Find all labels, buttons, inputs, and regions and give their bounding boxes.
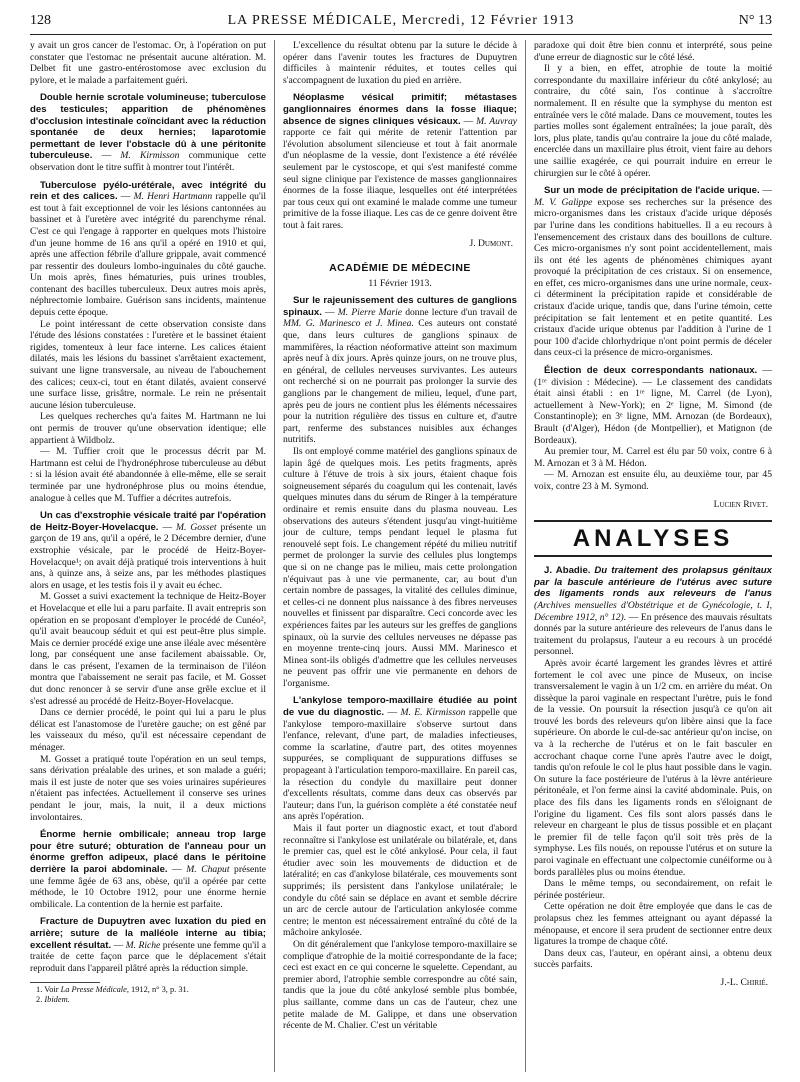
article-body: expose ses recherches sur la présence des micro-organismes dans les cristaux d'acide urique déposés par l'urine dans les conditions habituelles. Il a eu recours à l'ensemencement des cristaux dans des bouillons de culture. Ces micro-organismes n'y sont point accidentellement, mais ils ont été les agents de phénomènes chimiques ayant provoqué la précipitation de ces cristaux. Si on ensemence, en effet, ces micro-organismes dans une urine normale, ceux-ci déterminent la précipitation rapide et considérable de cristaux d'acide urique, tandis que, dans l'urine témoin, cette précipitation se fait lentement et en petite quantité. Les cristaux d'acide urique obtenus par l'addition à l'urine de 1 pour 100 d'acide chlorhydrique n'ont point permis de déceler dans ceux-ci la présence de micro-organismes. [534, 196, 772, 359]
paragraph: On dit généralement que l'ankylose temporo-maxillaire se complique d'atrophie de la moitié correspondante de la face; ceci est exact en ce qui concerne le squelette. Cependant, au premier abord, l'atrophie semble correspondre au côté sain, tandis que la joue du côté ankylosé semble plus bombée, plus saillante, comme dans un cas de l'auteur, chez une petite malade de M. Galippe, et dans une observation récente de M. Chalier. C'est un véritable [283, 938, 517, 1032]
paragraph: — M. Arnozan est ensuite élu, au deuxième tour, par 45 voix, contre 23 à M. Symond. [534, 469, 772, 492]
footnote-label: 1. Voir [36, 985, 59, 995]
paragraph: Cette opération ne doit être employée que dans le cas de prolapsus chez les femmes atteignant ou ayant dépassé la ménopause, et encore il sera prudent de sectionner entre deux ligatures la trompe de chaque côté. [534, 901, 772, 948]
article-body: Ces auteurs ont constaté que, dans leurs cultures de ganglions spinaux de mammifères, la réaction néoformative atteint son maximum après neuf à dix jours. Après quinze jours, on ne trouve plus, en général, de cellules nerveuses survivantes. Les auteurs ont recherché si on ne pourrait pas prolonger la survie des ganglions par le changement de milieu, lequel, d'une part, après peu de jours ne contient plus les éléments nécessaires pour la nutrition régulière des tissus en culture et, d'autre part, renferme des substances nuisibles aux échanges nutritifs. [283, 318, 517, 446]
abstract [534, 565, 772, 658]
article: Néoplasme vésical primitif; métastases ganglionnaires énormes dans la fosse iliaque; absence de signes cliniques vésicaux. — M. Auvray rapporte ce fait qui mérite de retenir l'attention par l'évolution absolument silencieuse et tout à fait anormale d'un néoplasme de la vessie, dont l'existence a été révélée seulement par le cystoscope, et qui s'est manifesté comme seul signe clinique par l'existence de masses ganglionnaires énormes de la fosse iliaque, lesquelles ont été interprétées par tous ceux qui ont examiné le malade comme une tumeur primitive de la fosse iliaque. Les cas de ce genre doivent être tout à fait rares. [283, 92, 517, 231]
paragraph: Dans le même temps, ou secondairement, on refait le périnée postérieur. [534, 878, 772, 901]
article-body: rapporte ce fait qui mérite de retenir l'attention par l'évolution absolument silencieuse et tout à fait anormale d'un néoplasme de la vessie, dont l'existence a été révélée seulement par le cystoscope, et qui s'est manifesté comme seul signe clinique par l'existence de masses ganglionnaires énormes de la fosse iliaque, lesquelles ont été interprétées par tous ceux qui ont examiné le malade comme une tumeur primitive de la fosse iliaque. Les cas de ce genre doivent être tout à fait rares. [283, 127, 517, 231]
article-title: Tuberculose pyélo-urétérale, avec intégrité du rein et des calices. [30, 179, 266, 203]
column-left [30, 40, 266, 1074]
article: Sur le rajeunissement des cultures de ganglions spinaux. — M. Pierre Marie donne lecture d'un travail de MM. G. Marinesco et J. Minea. Ces auteurs ont constaté que, dans leurs cultures de ganglions spinaux de mammifères, la réaction néoformative atteint son maximum après neuf à dix jours. Après quinze jours, on ne trouve plus, en général, de cellules nerveuses survivantes. Les auteurs ont recherché si on ne pourrait pas prolonger la survie des ganglions par le changement de milieu, lequel, d'une part, après peu de jours ne contient plus les éléments nécessaires pour la nutrition régulière des tissus en culture et, d'autre part, renferme des substances nuisibles aux échanges nutritifs. [283, 295, 517, 446]
article-body: présente une femme qu'il a traitée de cette façon parce que le déplacement s'était reproduit dans l'appareil plâtré après la réduction simple. [30, 939, 266, 974]
article-body: rappelle qu'il est tout à fait exceptionnel de voir les lésions cantonnées au bassinet et à l'uretère avec intégrité du parenchyme rénal. C'est ce qui l'engage à rapporter en quelques mots l'histoire d'un jeune homme de 16 ans qu'il a opéré en 1910 et qui, après une affection fébrile d'allure grippale, avait commencé par ressentir des douleurs lombo-inguinales du côté gauche. Un mois après, fines hématuries, puis urines troubles, contenant des bacilles tuberculeux. Deux autres mois après, néphrectomie lombaire. Guérison sans incidents, maintenue depuis cette époque. [30, 191, 266, 319]
paragraph: Après avoir écarté largement les grandes lèvres et attiré fortement le col avec une pince de Museux, on incise transversalement le vagin à un 1/2 cm. en arrière du méat. On dissèque la paroi vaginale en respectant l'urètre, puis le fond de la vessie. On poursuit la résection jusqu'à ce qu'on ait trouvé les bords des releveurs qu'on libère ainsi que la face supérieure. On aborde le cul-de-sac antérieur qu'on incise, on va à la recherche de l'utérus et on le fait basculer en accrochant chaque corne l'une après l'autre avec le doigt, tandis qu'on refoule le col le plus haut possible dans le vagin. On suture la face postérieure de l'utérus à la lèvre antérieure péritonéale, et l'on ferme ainsi la cavité abdominale. Puis, on place des fils dans les ligaments ronds en s'éloignant de l'origine du ligament. Ces fils sont alors passés dans le releveur en chargeant le plus de tissus possible et en plaçant le premier fil de telle façon qu'il soit très près de la symphyse. Les fils noués, on repousse l'utérus et on suture la paroi vaginale en effectuant une colpectomie cunéiforme ou à bords parallèles plus ou moins étendue. [534, 657, 772, 878]
article-body: (1ʳᵉ division : Médecine). — Le classement des candidats était ainsi établi : en 1ʳᵉ ligne, M. Carrel (de Lyon), actuellement à New-York); en 2ᵉ ligne, M. Simond (de Constantinople); en 3ᵉ ligne, MM. Arnozan (de Bordeaux), Brault (d'Alger), Hédon (de Montpellier), et Matignon (de Bordeaux). [534, 376, 772, 446]
article: Double hernie scrotale volumineuse; tuberculose des testicules; apparition de phénomènes d'occlusion intestinale coïncidant avec la réduction spontanée de deux hernies; laparotomie permettant de lever l'obstacle dû à une péritonite tuberculeuse. — M. Kirmisson communique cette observation dont le titre suffit à montrer tout l'intérêt. [30, 92, 266, 173]
article-title: Énorme hernie ombilicale; anneau trop large pour être suturé; obturation de l'anneau pour un énorme greffon adipeux, placé dans le péritoine derrière la paroi abdominale. [30, 829, 266, 875]
column-right [534, 40, 772, 1074]
article-title: Fracture de Dupuytren avec luxation du pied en arrière; suture de la malléole interne au tibia; excellent résultat. [30, 916, 266, 951]
paragraph: paradoxe qui doit être bien connu et interprété, sous peine d'une erreur de diagnostic sur le côté lésé. [534, 40, 772, 63]
paragraph: Il y a bien, en effet, atrophie de toute la moitié correspondante du maxillaire inférieur du côté ankylosé; au contraire, du côté sain, l'os continue à s'accroître normalement. Il en résulte que la symphyse du menton est entraînée vers le côté malade. Dans ce mouvement, toutes les parties molles sont également entraînées; la joue paraît, dès lors, plus plate, tandis qu'au contraire la joue du côté malade, encerclée dans un maxillaire plus étroit, vient faire au dehors une saillie exagérée, ce qui pourrait induire en erreur le chirurgien sur le côté à opérer. [534, 63, 772, 179]
article-title: Sur le rajeunissement des cultures de ganglions spinaux. [283, 295, 517, 318]
footnote-label: 2. [36, 995, 43, 1005]
paragraph: L'excellence du résultat obtenu par la suture le décide à opérer dans l'avenir toutes les fractures de Dupuytren difficiles à maintenir réduites, et toutes celles qui s'accompagnent de luxation du pied en arrière. [283, 40, 517, 86]
paragraph: y avait un gros cancer de l'estomac. Or, à l'opération on put constater que l'estomac ne présentait aucune altération. M. Delbet fit une gastro-entérostomose avec exclusion du pylore, et le malade a parfaitement guéri. [30, 40, 266, 86]
paragraph: Les quelques recherches qu'a faites M. Hartmann ne lui ont permis de trouver qu'une observation identique; elle appartient à Wildbolz. [30, 411, 266, 446]
column-middle [283, 40, 517, 1074]
article-author: M. Auvray [476, 115, 517, 127]
article-body: donne lecture d'un travail de [405, 306, 517, 318]
column-rule [525, 40, 526, 1072]
running-header [30, 12, 772, 35]
article-title: L'ankylose temporo-maxillaire étudiée au point de vue du diagnostic. [283, 695, 517, 719]
footnote [30, 995, 266, 1005]
paragraph: Dans deux cas, l'auteur, en opérant ainsi, a obtenu deux succès parfaits. [534, 947, 772, 971]
article: Sur un mode de précipitation de l'acide urique. — M. V. Galippe expose ses recherches sur la présence des micro-organismes dans les cristaux d'acide urique déposés par l'urine dans les conditions habituelles. Il a eu recours à l'ensemencement des cristaux dans des bouillons de culture. Ces micro-organismes n'y sont point accidentellement, mais ils ont été les agents de phénomènes chimiques ayant provoqué la précipitation de ces cristaux. Si on ensemence, en effet, ces micro-organismes dans une urine normale, ceux-ci déterminent la précipitation rapide et considérable de cristaux d'acide urique, tandis que, dans l'urine témoin, cette précipitation se fait lentement et en petite quantité. Les cristaux d'acide urique obtenus par l'addition à l'urine de 1 pour 100 d'acide chlorhydrique n'ont point permis de déceler dans ceux-ci la présence de micro-organismes. [534, 185, 772, 359]
article-title: Sur un mode de précipitation de l'acide urique. [544, 185, 760, 197]
article-author: M. Pierre Marie [337, 306, 403, 318]
abstract-title: Du traitement des prolapsus génitaux par la bascule antérieure de l'utérus avec suture des ligaments ronds aux releveurs de l'anus [534, 565, 772, 600]
article: Fracture de Dupuytren avec luxation du pied en arrière; suture de la malléole interne au tibia; excellent résultat. — M. Riche présente une femme qu'il a traitée de cette façon parce que le déplacement s'était reproduit dans l'appareil plâtré après la réduction simple. [30, 916, 266, 974]
article-author: M. E. Kirmisson [400, 707, 466, 719]
abstract-body: — En présence des mauvais résultats donnés par la suture antérieure des releveurs de l'anus dans le traitement du prolapsus, l'auteur a eu recours à un procédé personnel. [534, 611, 772, 658]
paragraph: — M. Tuffier croit que le processus décrit par M. Hartmann est celui de l'hydronéphrose tuberculeuse au début : si la lésion avait été abandonnée à elle-même, elle se serait terminée par une hydronéphrose plus ou moins étendue, analogue à celles que M. Tuffier a décrites autrefois. [30, 446, 266, 504]
article: L'ankylose temporo-maxillaire étudiée au point de vue du diagnostic. — M. E. Kirmisson rappelle que l'ankylose temporo-maxillaire s'observe surtout dans l'enfance, relevant, d'une part, de maladies infectieuses, comme la scarlatine, d'autre part, des otites moyennes suppurées, se compliquant de suppurations diffuses se propageant à l'articulation temporo-maxillaire. En pareil cas, la résection du condyle du maxillaire peut donner d'excellents résultats, comme dans deux cas observés par l'auteur; dans l'un, la guérison complète a été constatée neuf ans après l'opération. [283, 695, 517, 823]
article-author: M. Riche [125, 939, 161, 951]
article-body: communique cette observation dont le titre suffit à montrer tout l'intérêt. [30, 150, 266, 173]
article-author: M. Kirmisson [120, 150, 180, 162]
article: Élection de deux correspondants nationaux. — (1ʳᵉ division : Médecine). — Le classement des candidats était ainsi établi : en 1ʳᵉ ligne, M. Carrel (de Lyon), actuellement à New-York); en 2ᵉ ligne, M. Simond (de Constantinople); en 3ᵉ ligne, MM. Arnozan (de Bordeaux), Brault (d'Alger), Hédon (de Montpellier), et Matignon (de Bordeaux). [534, 365, 772, 446]
article-author: M. Henri Hartmann [133, 191, 213, 203]
article-title: Un cas d'exstrophie vésicale traité par l'opération de Heitz-Boyer-Hovelacque. [30, 510, 266, 533]
article-author: M. Gosset [176, 521, 217, 533]
article-title: Élection de deux correspondants nationaux. [544, 365, 758, 377]
paragraph: Le point intéressant de cette observation consiste dans l'étude des lésions constatées : l'uretère et le bassinet étaient rigides, tomenteux à leur face interne. Les calices étaient dilatés, mais les lésions du bassinet s'arrêtaient exactement, suivant une ligne transversale, au niveau de l'abouchement des calices; ceux-ci, tout en étant dilatés, avaient conservé une surface lisse, grisâtre, normale. Le rein ne présentait aucune lésion tuberculeuse. [30, 318, 266, 411]
article-author: M. Chaput [186, 863, 230, 875]
article: Un cas d'exstrophie vésicale traité par l'opération de Heitz-Boyer-Hovelacque. — M. Gosset présente un garçon de 19 ans, qu'il a opéré, le 2 Décembre dernier, d'une exstrophie vésicale, par le procédé de Heitz-Boyer-Hovelacque¹; on avait déjà pratiqué trois interventions à huit ans, à quinze ans, à seize ans, par les méthodes plastiques alors en usage, et les testis fois il y avait eu échec. [30, 510, 266, 591]
footnote [30, 985, 266, 995]
article-body: rappelle que l'ankylose temporo-maxillaire s'observe surtout dans l'enfance, relevant, d'une part, de maladies infectieuses, comme la scarlatine, d'autre part, des otites moyennes suppurées, se compliquant de suppurations diffuses se propageant à l'articulation temporo-maxillaire. En pareil cas, la résection du condyle du maxillaire peut donner d'excellents résultats, comme dans deux cas observés par l'auteur; dans l'un, la guérison complète a été constatée neuf ans après l'opération. [283, 707, 517, 823]
paragraph: Mais il faut porter un diagnostic exact, et tout d'abord reconnaître si l'ankylose est unilatérale ou bilatérale, et, dans le premier cas, quel est le côté ankylosé. Pour cela, il faut étudier avec soin les mouvements de diduction et de latéralité; en cas d'ankylose bilatérale, ces mouvements sont supprimés; ils persistent dans l'ankylose unilatérale; le condyle du côté sain se déplace en avant et semble décrire un arc de cercle autour de l'articulation ankylosée comme centre; le menton est nécessairement entraîné du côté de la mâchoire ankylosée. [283, 823, 517, 939]
paragraph: Dans ce dernier procédé, le point qui lui a paru le plus délicat est l'anastomose de l'uretère gauche; on est gêné par les vaisseaux du méso, qu'il est nécessaire cependant de ménager. [30, 707, 266, 754]
article-title: Double hernie scrotale volumineuse; tuberculose des testicules; apparition de phénomènes d'occlusion intestinale coïncidant avec la réduction spontanée de deux hernies; laparotomie permettant de lever l'obstacle dû à une péritonite tuberculeuse. [30, 92, 266, 162]
column-rule [274, 40, 275, 1072]
article: Énorme hernie ombilicale; anneau trop large pour être suturé; obturation de l'anneau pour un énorme greffon adipeux, placé dans le péritoine derrière la paroi abdominale. — M. Chaput présente une femme âgée de 63 ans, obèse, qu'il a opérée par cette méthode, le 10 Octobre 1912, pour une énorme hernie ombilicale. La contention de la hernie est parfaite. [30, 829, 266, 910]
article-coauthors: MM. G. Marinesco et J. Minea. [283, 318, 414, 330]
journal-title: LA PRESSE MÉDICALE, Mercredi, 12 Février 1913 [227, 13, 575, 28]
footnote-journal: La Presse Médicale [60, 985, 127, 995]
paragraph: M. Gosset a suivi exactement la technique de Heitz-Boyer et Hovelacque et elle lui a paru parfaite. Il avait entrepris son opération en se proposant d'employer le procédé de Cunéo², qu'il avait beaucoup séduit et qui est peut-être plus simple. Mais ce dernier procédé exige une anse iléale avec mésentère long, par conséquent une anse facilement abaissable. Or, dans le cas présent, l'examen de la terminaison de l'iléon montra que l'abaissement ne serait pas facile, et M. Gosset dut donc renoncer à se servir d'une anse grêle exclue et il s'est adressé au procédé de Heitz-Boyer-Hovelacque. [30, 591, 266, 707]
article: Tuberculose pyélo-urétérale, avec intégrité du rein et des calices. — M. Henri Hartmann rappelle qu'il est tout à fait exceptionnel de voir les lésions cantonnées au bassinet et à l'uretère avec intégrité du parenchyme rénal. C'est ce qui l'engage à rapporter en quelques mots l'histoire d'un jeune homme de 16 ans qu'il a opéré en 1910 et qui, après une affection fébrile d'allure grippale, avait commencé par ressentir des douleurs lombo-inguinales du côté gauche. Un mois après, fines hématuries, puis urines troubles, contenant des bacilles tuberculeux. Deux autres mois après, néphrectomie lombaire. Guérison sans incidents, maintenue depuis cette époque. [30, 179, 266, 319]
page-number: 128 [30, 13, 51, 28]
footnote-ref: Ibidem. [44, 995, 70, 1005]
paragraph: M. Gosset a pratiqué toute l'opération en un seul temps, sans dérivation préalable des urines, et son malade a guéri; mais il est juste de noter que ses voies urinaires supérieures n'étaient pas infectées. Actuellement il conserve ses urines pendant le jour, mais, la nuit, il a deux mictions involontaires. [30, 753, 266, 823]
article-body: présente une femme âgée de 63 ans, obèse, qu'il a opérée par cette méthode, le 10 Octobre 1912, pour une énorme hernie ombilicale. La contention de la hernie est parfaite. [30, 863, 266, 910]
signature: J.-L. Chirié. [720, 976, 768, 988]
signature: Lucien Rivet. [713, 498, 768, 510]
article-body: présente un garçon de 19 ans, qu'il a opéré, le 2 Décembre dernier, d'une exstrophie vésicale, par le procédé de Heitz-Boyer-Hovelacque¹; on avait déjà pratiqué trois interventions à huit ans, à quinze ans, à seize ans, par les méthodes plastiques alors en usage, et les testis fois il y avait eu échec. [30, 521, 266, 591]
footnote-ref: , 1912, n° 3, p. 31. [126, 985, 189, 995]
section-date: 11 Février 1913. [368, 277, 432, 289]
article-title: Néoplasme vésical primitif; métastases ganglionnaires énormes dans la fosse iliaque; absence de signes cliniques vésicaux. [283, 92, 517, 127]
abstract-author: J. Abadie. [544, 565, 591, 577]
section-heading: ACADÉMIE DE MÉDECINE [329, 262, 471, 275]
abstract-source: (Archives mensuelles d'Obstétrique et de Gynécologie, t. I, Décembre 1912, n° 12). [534, 599, 772, 623]
issue-number: N° 13 [738, 13, 772, 28]
section-banner: ANALYSES [534, 520, 772, 557]
article-author: M. V. Galippe [534, 196, 593, 208]
paragraph: Au premier tour, M. Carrel est élu par 50 voix, contre 6 à M. Arnozan et 3 à M. Hédon. [534, 446, 772, 469]
paragraph: Ils ont employé comme matériel des ganglions spinaux de lapin âgé de quelques mois. Les petits fragments, après culture à l'étuve de trois à six jours, étaient chaque fois soigneusement séparés du coagulum qui les contenait, lavés quelques minutes dans du sérum de Ringer à la température ordinaire et remis ensuite dans du plasma nouveau. Les observations des auteurs s'étendent jusqu'au vingt-huitième jour de culture, temps pendant lequel le plasma fut renouvelé sept fois. Le changement répété du milieu nutritif permet de prolonger la survie des cellules plus longtemps que si on ne change pas le milieu, mais cette prolongation n'équivaut pas à une vie permanente, car, au bout d'un certain nombre de passages, la vitalité des cellules diminue, et celles-ci ne donnent plus naissance à des fibres nerveuses nouvelles et finissent par disparaître. Ceci concorde avec les expériences faites par les auteurs sur les greffes de ganglions spinaux, où la survie des cellules nerveuses ne dépasse pas en moyenne trente-cinq jours. Aussi MM. Marinesco et Minea sont-ils obligés d'admettre que les cellules nerveuses ne peuvent pas offrir une vie permanente en dehors de l'organisme. [283, 446, 517, 689]
signature: J. Dumont. [469, 237, 513, 249]
